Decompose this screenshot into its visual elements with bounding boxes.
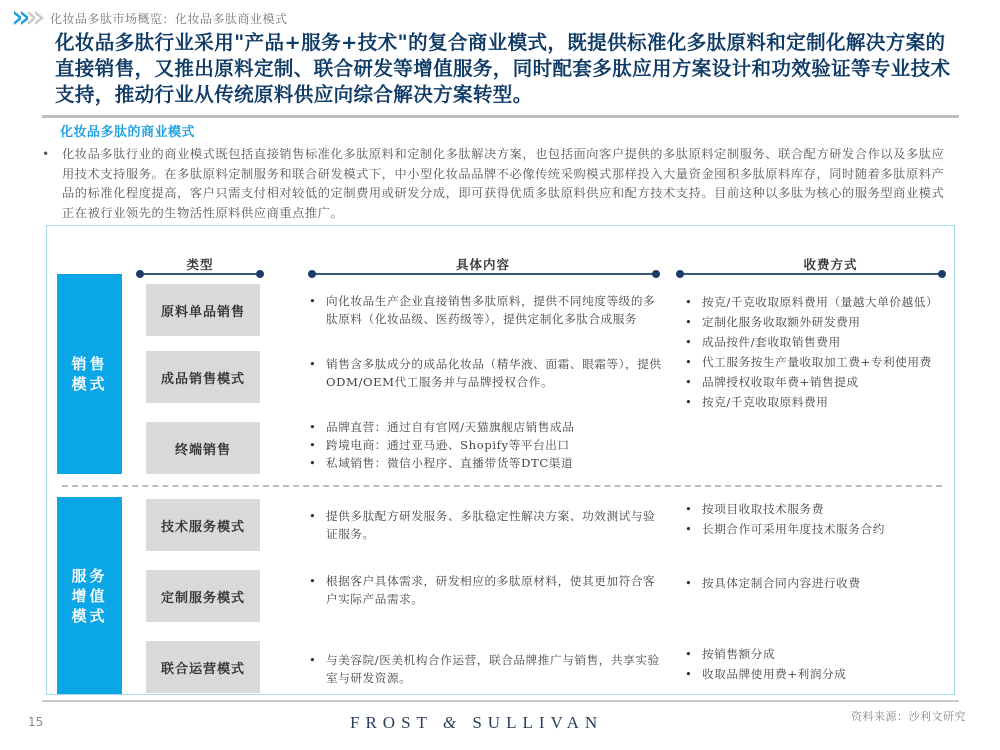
type-technical-service: 技术服务模式 bbox=[146, 499, 260, 551]
fee-item: • 按销售额分成 bbox=[682, 645, 954, 663]
content-item: • 品牌直营：通过自有官网/天猫旗舰店销售成品 bbox=[306, 418, 666, 436]
content-list-raw-material bbox=[306, 292, 666, 328]
content-item: • 跨境电商：通过亚马逊、Shopify等平台出口 bbox=[306, 436, 666, 454]
column-header-line-type bbox=[140, 273, 260, 275]
category-label: 销售模式 bbox=[71, 355, 108, 393]
content-item: • 提供多肽配方研发服务、多肽稳定性解决方案、功效测试与验证服务。 bbox=[306, 507, 666, 543]
page-number: 15 bbox=[28, 715, 44, 729]
brand-name-left: FROST bbox=[350, 713, 433, 732]
content-list-finished-product bbox=[306, 355, 666, 391]
column-header-type: 类型 bbox=[186, 257, 214, 272]
content-list-custom-service bbox=[306, 572, 666, 608]
brand-ampersand: & bbox=[442, 713, 463, 732]
fee-item: • 按克/千克收取原料费用（量越大单价越低） bbox=[682, 293, 954, 311]
fee-list-sales bbox=[682, 293, 954, 413]
content-item: • 与美容院/医美机构合作运营，联合品牌推广与销售，共享实验室与研发资源。 bbox=[306, 651, 666, 687]
fee-list-joint-operation bbox=[682, 645, 954, 685]
type-terminal-sales: 终端销售 bbox=[146, 422, 260, 474]
fee-list-technical-service bbox=[682, 500, 954, 540]
breadcrumb bbox=[14, 9, 288, 27]
fee-item: • 代工服务按生产量收取加工费+专利使用费 bbox=[682, 353, 954, 371]
category-label: 服务增值模式 bbox=[71, 566, 108, 625]
content-item: • 销售含多肽成分的成品化妆品（精华液、面霜、眼霜等），提供ODM/OEM代工服务并与品牌授权合作。 bbox=[306, 355, 666, 391]
fee-list-custom-service bbox=[682, 574, 954, 594]
content-item: • 根据客户具体需求，研发相应的多肽原材料，使其更加符合客户实际产品需求。 bbox=[306, 572, 666, 608]
fee-item: • 定制化服务收取额外研发费用 bbox=[682, 313, 954, 331]
fee-item: • 收取品牌使用费+利润分成 bbox=[682, 665, 954, 683]
intro-text: 化妆品多肽行业的商业模式既包括直接销售标准化多肽原料和定制化多肽解决方案，也包括面向客户提供的多肽原料定制服务、联合配方研发合作以及多肽应用技术支持服务。在多肽原料定制服务和联合研发模式下，中小型化妆品品牌不必像传统采购模式那样投入大量资金囤积多肽原料库存，同时随着多肽原料产品的标准化程度提高，客户只需支付相对较低的定制费用或研发分成，即可获得优质多肽原料供应和配方技术支持。目前这种以多肽为核心的服务型商业模式正在被行业领先的生物活性原料供应商重点推广。 bbox=[62, 147, 945, 220]
column-header-line-fee bbox=[680, 273, 942, 275]
breadcrumb-text: 化妆品多肽市场概览：化妆品多肽商业模式 bbox=[50, 11, 288, 26]
column-header-content: 具体内容 bbox=[455, 257, 510, 272]
column-header-fee: 收费方式 bbox=[803, 257, 858, 272]
fee-item: • 成品按件/套收取销售费用 bbox=[682, 333, 954, 351]
page-headline: 化妆品多肽行业采用"产品+服务+技术"的复合商业模式，既提供标准化多肽原料和定制化解决方案的直接销售，又推出原料定制、联合研发等增值服务，同时配套多肽应用方案设计和功效验证等专业技术支持，推动行业从传统原料供应向综合解决方案转型。 bbox=[55, 31, 951, 106]
brand-name-right: SULLIVAN bbox=[472, 713, 604, 732]
section-title: 化妆品多肽的商业模式 bbox=[60, 125, 196, 140]
category-value-added-service-model bbox=[57, 497, 122, 694]
intro-paragraph bbox=[40, 145, 945, 223]
content-list-technical-service bbox=[306, 507, 666, 543]
content-item: • 私域销售：微信小程序、直播带货等DTC渠道 bbox=[306, 454, 666, 472]
type-finished-product-sales: 成品销售模式 bbox=[146, 351, 260, 403]
fee-item: • 长期合作可采用年度技术服务合约 bbox=[682, 520, 954, 538]
bullet-icon: • bbox=[42, 147, 50, 161]
content-list-terminal bbox=[306, 418, 666, 472]
fee-item: • 按项目收取技术服务费 bbox=[682, 500, 954, 518]
type-raw-material-sales: 原料单品销售 bbox=[146, 284, 260, 336]
category-sales-model bbox=[57, 274, 122, 474]
footer-divider bbox=[42, 700, 959, 702]
fee-item: • 按具体定制合同内容进行收费 bbox=[682, 574, 954, 592]
chevron-arrows-icon bbox=[14, 11, 42, 25]
content-list-joint-operation bbox=[306, 651, 666, 687]
fee-item: • 按克/千克收取原料费用 bbox=[682, 393, 954, 411]
column-header-line-content bbox=[312, 273, 656, 275]
brand-logo bbox=[350, 713, 603, 733]
header-divider bbox=[42, 115, 959, 118]
content-item: • 向化妆品生产企业直接销售多肽原料，提供不同纯度等级的多肽原料（化妆品级、医药级等），提供定制化多肽合成服务 bbox=[306, 292, 666, 328]
type-custom-service: 定制服务模式 bbox=[146, 570, 260, 622]
category-divider bbox=[62, 485, 942, 487]
fee-item: • 品牌授权收取年费+销售提成 bbox=[682, 373, 954, 391]
source-note: 资料来源：沙利文研究 bbox=[851, 710, 966, 723]
type-joint-operation: 联合运营模式 bbox=[146, 641, 260, 693]
